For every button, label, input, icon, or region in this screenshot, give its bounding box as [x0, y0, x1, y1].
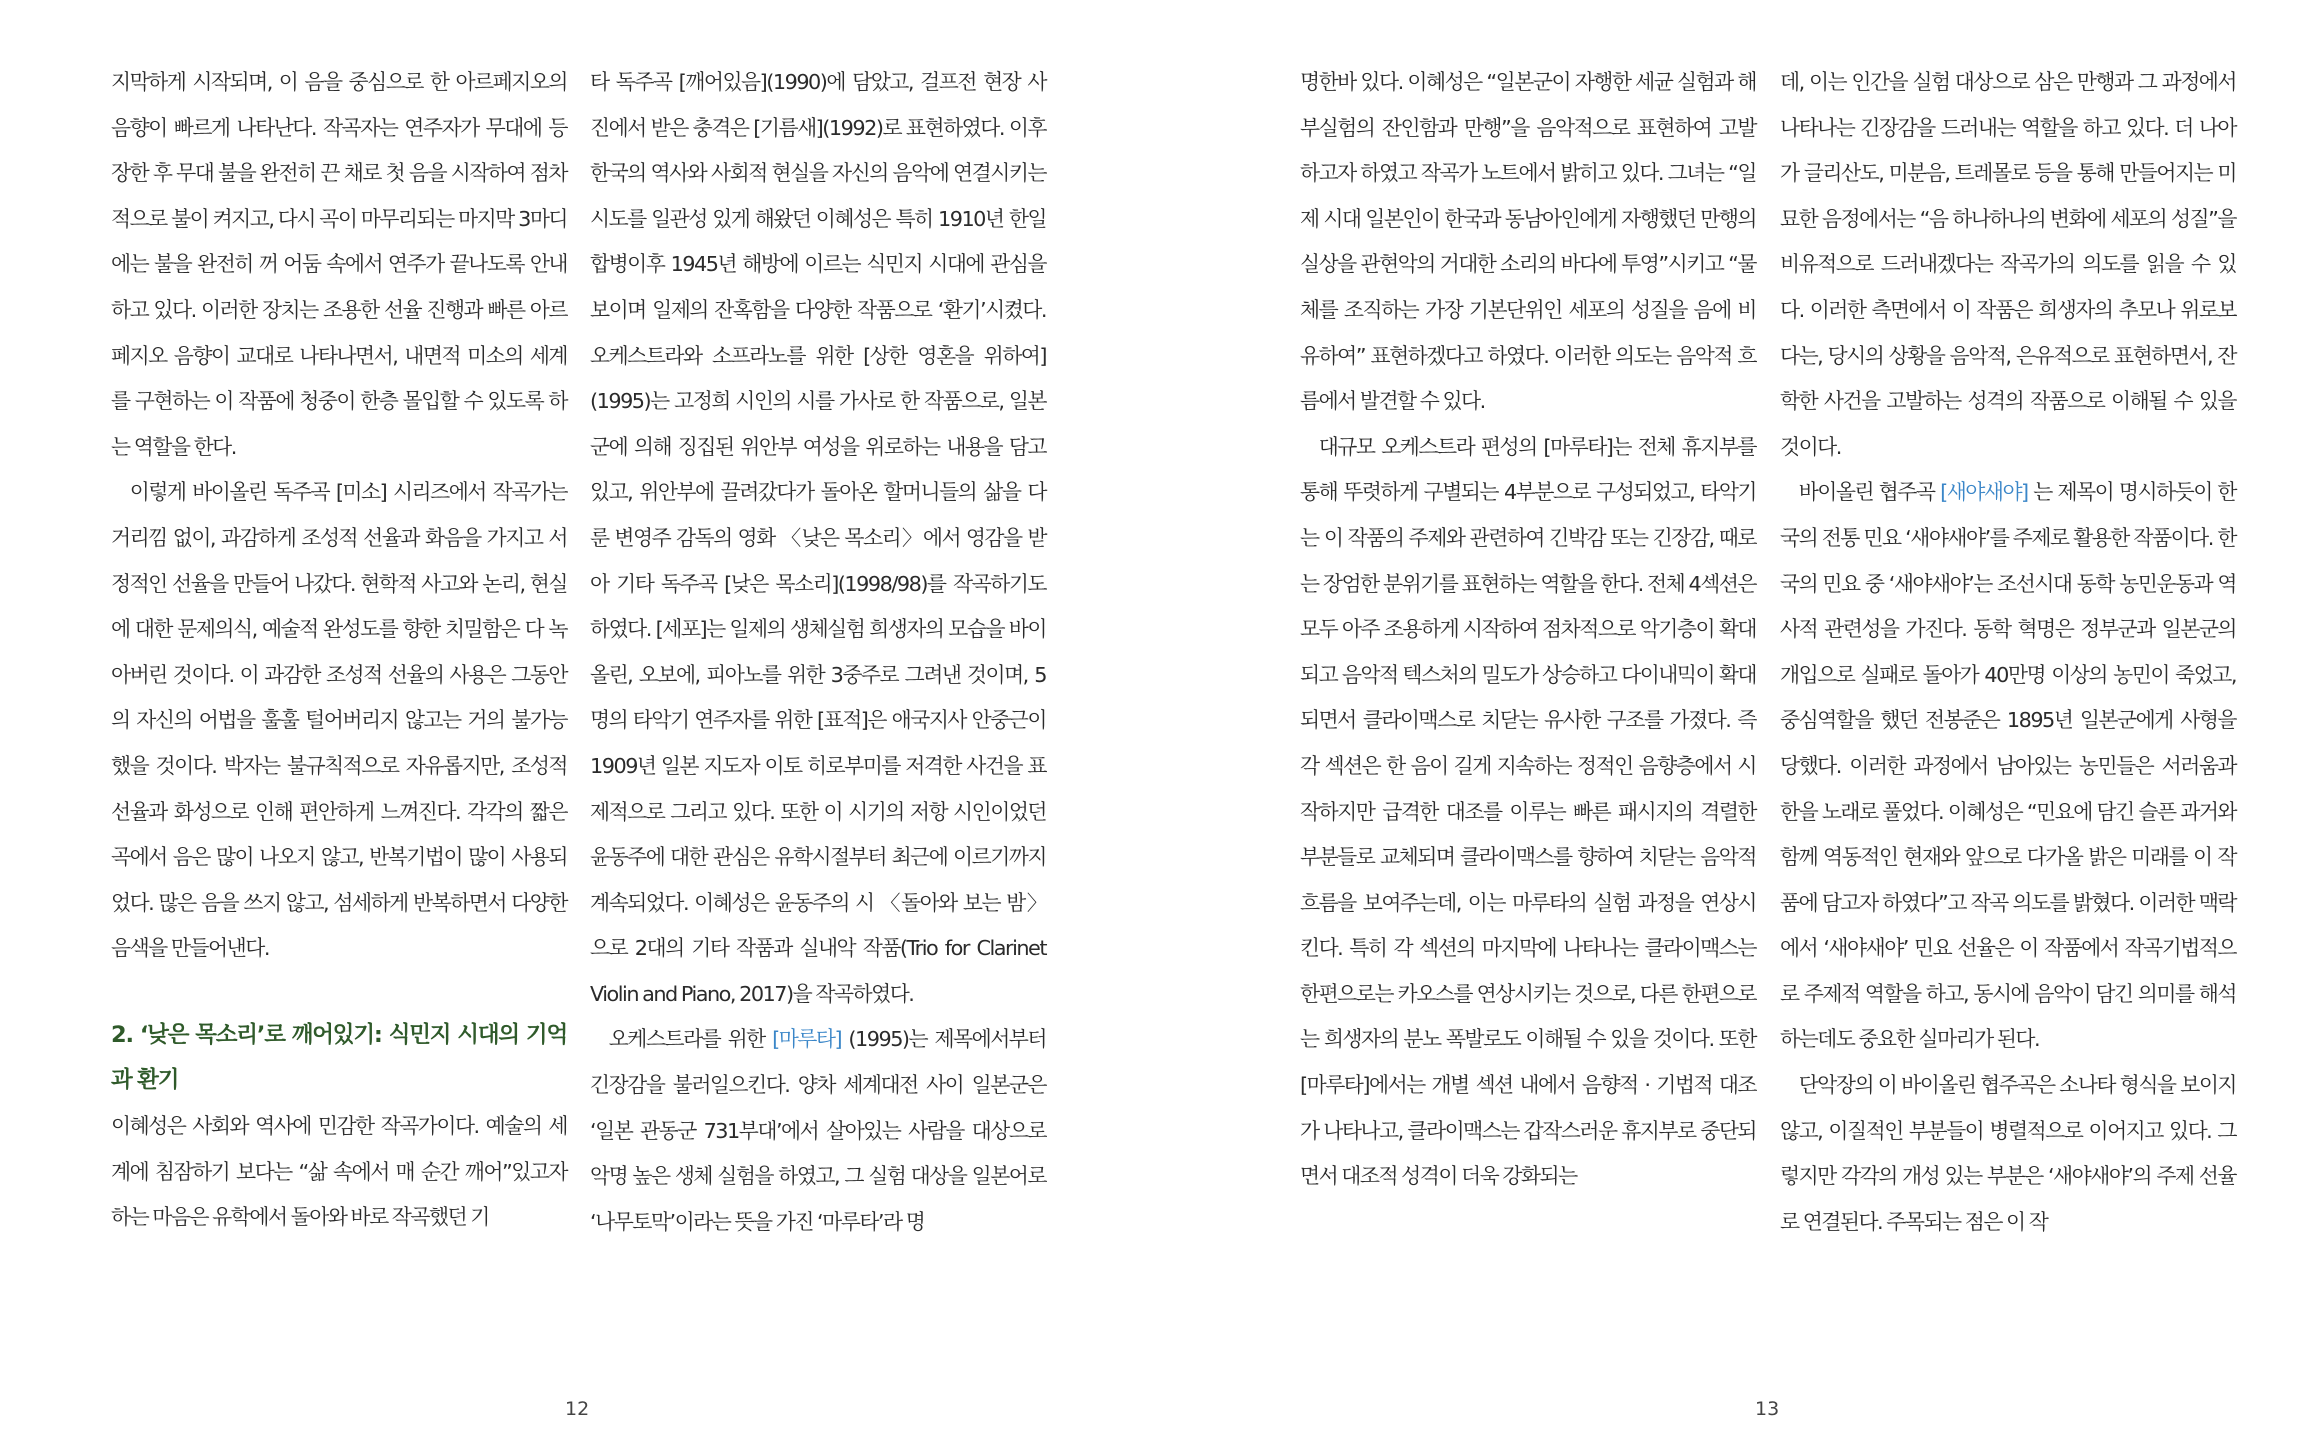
- paragraph: 대규모 오케스트라 편성의 [마루타]는 전체 휴지부를 통해 뚜렷하게 구별되는 4부분으로 구성되었고, 타악기는 이 작품의 주제와 관련하여 긴박감 또는 긴장감, 때로는 장엄한 분위기를 표현하는 역할을 한다. 전체 4섹션은 모두 아주 조용하게 시작하여 점차적으로 악기층이 확대되고 음악적 텍스처의 밀도가 상승하고 다이내믹이 확대되면서 클라이맥스로 치닫는 유사한 구조를 가졌다. 즉 각 섹션은 한 음이 길게 지속하는 정적인 음향층에서 시작하지만 급격한 대조를 이루는 빠른 패시지의 격렬한 부분들로 교체되며 클라이맥스를 향하여 치닫는 음악적 흐름을 보여주는데, 이는 마루타의 실험 과정을 연상시킨다. 특히 각 섹션의 마지막에 나타나는 클라이맥스는 한편으로는 카오스를 연상시키는 것으로, 다른 한편으로는 희생자의 분노 폭발로도 이해될 수 있을 것이다. 또한 [마루타]에서는 개별 섹션 내에서 음향적 · 기법적 대조가 나타나고, 클라이맥스는 갑작스러운 휴지부로 중단되면서 대조적 성격이 더욱 강화되는: [1300, 434, 1756, 1189]
- paragraph: 명한바 있다. 이혜성은 “일본군이 자행한 세균 실험과 해부실험의 잔인함과 만행”을 음악적으로 표현하여 고발하고자 하였고 작곡가 노트에서 밝히고 있다. 그녀는 “일제 시대 일본인이 한국과 동남아인에게 자행했던 만행의 실상을 관현악의 거대한 소리의 바다에 투영”시키고 “물체를 조직하는 가장 기본단위인 세포의 성질을 음에 비유하여” 표현하겠다고 하였다. 이러한 의도는 음악적 흐름에서 발견할 수 있다.: [1300, 70, 1756, 414]
- paragraph: 이혜성은 사회와 역사에 민감한 작곡가이다. 예술의 세계에 침잠하기 보다는 “삶 속에서 매 순간 깨어”있고자 하는 마음은 유학에서 돌아와 바로 작곡했던 기: [111, 1114, 567, 1230]
- paragraph: [590, 1017, 1046, 1245]
- paragraph: 데, 이는 인간을 실험 대상으로 삼은 만행과 그 과정에서 나타나는 긴장감을 드러내는 역할을 하고 있다. 더 나아가 글리산도, 미분음, 트레몰로 등을 통해 만들어지는 미묘한 음정에서는 “음 하나하나의 변화에 세포의 성질”을 비유적으로 드러내겠다는 작곡가의 의도를 읽을 수 있다. 이러한 측면에서 이 작품은 희생자의 추모나 위로보다는, 당시의 상황을 음악적, 은유적으로 표현하면서, 잔학한 사건을 고발하는 성격의 작품으로 이해될 수 있을 것이다.: [1780, 70, 2236, 459]
- page-number-12: 12: [565, 1398, 590, 1420]
- work-title-highlight: [새야새야]: [1940, 480, 2028, 505]
- page13-column-left: [1300, 60, 1756, 1200]
- work-title-highlight: [마루타]: [772, 1027, 842, 1052]
- paragraph-text: (1995)는 제목에서부터 긴장감을 불러일으킨다. 양차 세계대전 사이 일본군은 ‘일본 관동군 731부대’에서 살아있는 사람을 대상으로 악명 높은 생체 실험을 하였고, 그 실험 대상을 일본어로 ‘나무토막’이라는 뜻을 가진 ‘마루타’라 명: [590, 1027, 1046, 1234]
- page12-column-right: [590, 60, 1046, 1245]
- page12-column-left: [111, 60, 567, 1241]
- paragraph-text: 오케스트라를 위한: [608, 1027, 773, 1052]
- paragraph: 타 독주곡 [깨어있음](1990)에 담았고, 걸프전 현장 사진에서 받은 충격은 [기름새](1992)로 표현하였다. 이후 한국의 역사와 사회적 현실을 자신의 음악에 연결시키는 시도를 일관성 있게 해왔던 이혜성은 특히 1910년 한일 합병이후 1945년 해방에 이르는 식민지 시대에 관심을 보이며 일제의 잔혹함을 다양한 작품으로 ‘환기’시켰다. 오케스트라와 소프라노를 위한 [상한 영혼을 위하여](1995)는 고정희 시인의 시를 가사로 한 작품으로, 일본군에 의해 징집된 위안부 여성을 위로하는 내용을 담고 있고, 위안부에 끌려갔다가 돌아온 할머니들의 삶을 다룬 변영주 감독의 영화 〈낮은 목소리〉에서 영감을 받아 기타 독주곡 [낮은 목소리](1998/98)를 작곡하기도 하였다. [세포]는 일제의 생체실험 희생자의 모습을 바이올린, 오보에, 피아노를 위한 3중주로 그려낸 것이며, 5명의 타악기 연주자를 위한 [표적]은 애국지사 안중근이 1909년 일본 지도자 이토 히로부미를 저격한 사건을 표제적으로 그리고 있다. 또한 이 시기의 저항 시인이었던 윤동주에 대한 관심은 유학시절부터 최근에 이르기까지 계속되었다. 이혜성은 윤동주의 시 〈돌아와 보는 밤〉으로 2대의 기타 작품과 실내악 작품(Trio for Clarinet Violin and Piano, 2017)을 작곡하였다.: [590, 70, 1046, 1006]
- page-number-13: 13: [1755, 1398, 1780, 1420]
- paragraph: [1780, 470, 2236, 1063]
- page13-column-right: [1780, 60, 2236, 1245]
- paragraph: 단악장의 이 바이올린 협주곡은 소나타 형식을 보이지 않고, 이질적인 부분들이 병렬적으로 이어지고 있다. 그렇지만 각각의 개성 있는 부분은 ‘새야새야’의 주제 선율로 연결된다. 주목되는 점은 이 작: [1780, 1073, 2236, 1234]
- paragraph-text: 는 제목이 명시하듯이 한국의 전통 민요 ‘새야새야’를 주제로 활용한 작품이다. 한국의 민요 중 ‘새야새야’는 조선시대 동학 농민운동과 역사적 관련성을 가진다. 동학 혁명은 정부군과 일본군의 개입으로 실패로 돌아가 40만명 이상의 농민이 죽었고, 중심역할을 했던 전봉준은 1895년 일본군에게 사형을 당했다. 이러한 과정에서 남아있는 농민들은 서러움과 한을 노래로 풀었다. 이혜성은 “민요에 담긴 슬픈 과거와 함께 역동적인 현재와 앞으로 다가올 밝은 미래를 이 작품에 담고자 하였다”고 작곡 의도를 밝혔다. 이러한 맥락에서 ‘새야새야’ 민요 선율은 이 작품에서 작곡기법적으로 주제적 역할을 하고, 동시에 음악이 담긴 의미를 해석하는데도 중요한 실마리가 된다.: [1780, 480, 2237, 1052]
- paragraph: 지막하게 시작되며, 이 음을 중심으로 한 아르페지오의 음향이 빠르게 나타난다. 작곡자는 연주자가 무대에 등장한 후 무대 불을 완전히 끈 채로 첫 음을 시작하여 점차적으로 불이 켜지고, 다시 곡이 마무리되는 마지막 3마디에는 불을 완전히 꺼 어둠 속에서 연주가 끝나도록 안내하고 있다. 이러한 장치는 조용한 선율 진행과 빠른 아르페지오 음향이 교대로 나타나면서, 내면적 미소의 세계를 구현하는 이 작품에 청중이 한층 몰입할 수 있도록 하는 역할을 한다.: [111, 70, 567, 459]
- section-heading: 2. ‘낮은 목소리’로 깨어있기: 식민지 시대의 기억과 환기: [111, 1021, 567, 1094]
- paragraph-text: 바이올린 협주곡: [1798, 480, 1941, 505]
- paragraph: 이렇게 바이올린 독주곡 [미소] 시리즈에서 작곡가는 거리낌 없이, 과감하게 조성적 선율과 화음을 가지고 서정적인 선율을 만들어 나갔다. 현학적 사고와 논리, 현실에 대한 문제의식, 예술적 완성도를 향한 치밀함은 다 녹아버린 것이다. 이 과감한 조성적 선율의 사용은 그동안의 자신의 어법을 훌훌 털어버리지 않고는 거의 불가능했을 것이다. 박자는 불규칙적으로 자유롭지만, 조성적 선율과 화성으로 인해 편안하게 느껴진다. 각각의 짧은 곡에서 음은 많이 나오지 않고, 반복기법이 많이 사용되었다. 많은 음을 쓰지 않고, 섬세하게 반복하면서 다양한 음색을 만들어낸다.: [111, 480, 567, 961]
